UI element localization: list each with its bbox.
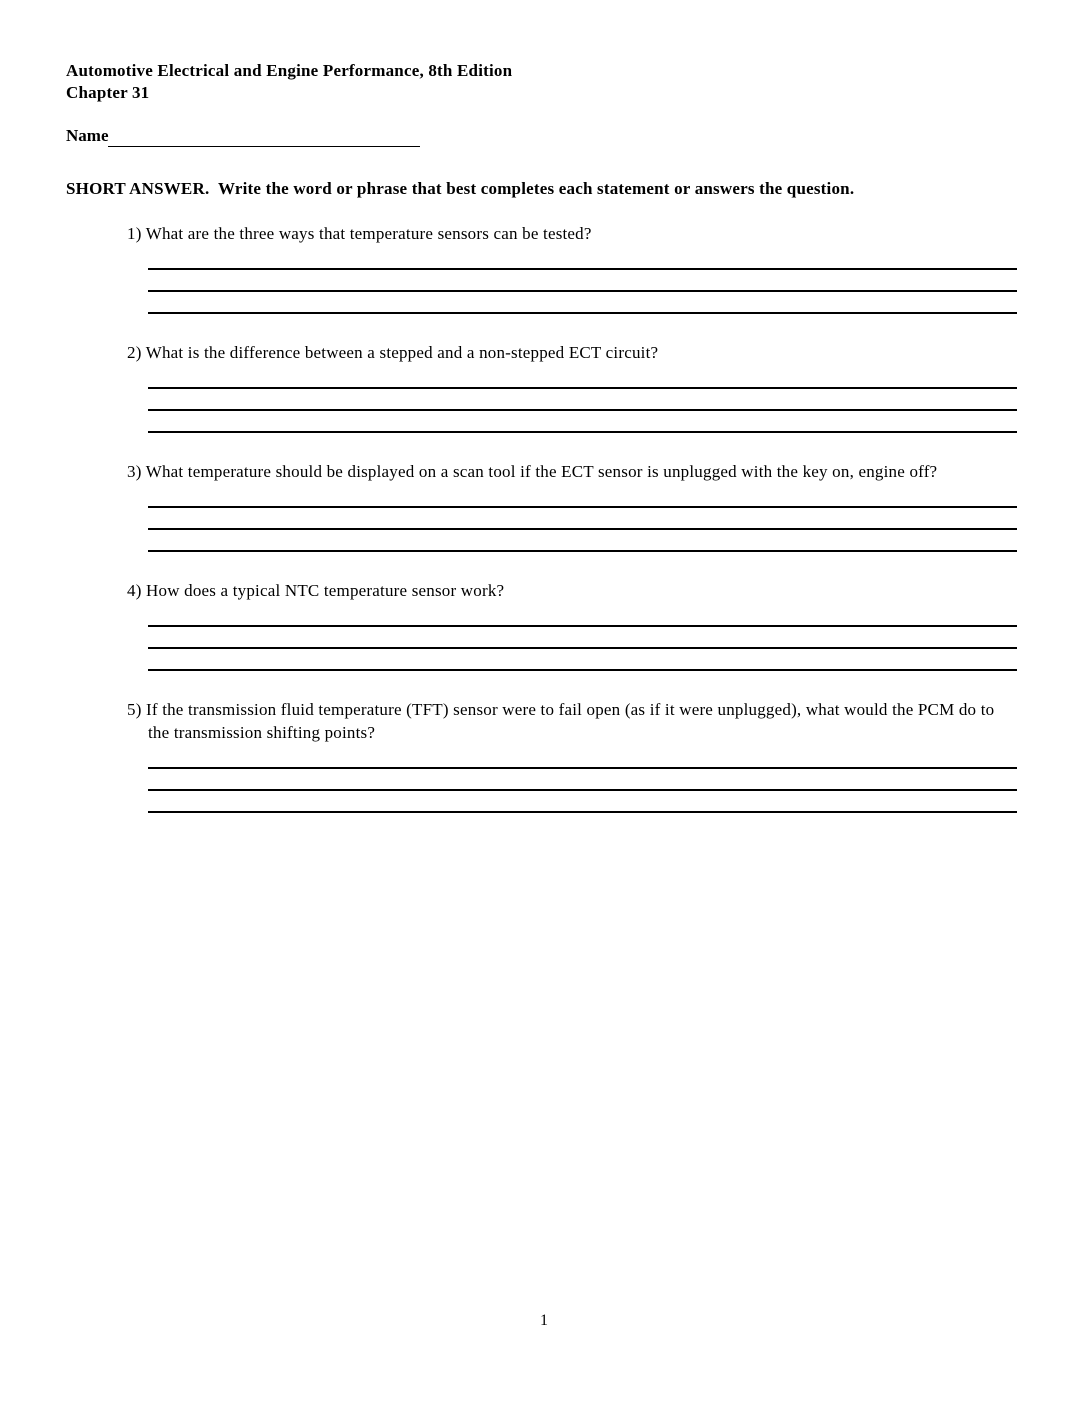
question-number: 3) (127, 462, 142, 481)
answer-line (148, 649, 1017, 671)
question-block (127, 579, 1017, 671)
question-number: 4) (127, 581, 142, 600)
question-text: What are the three ways that temperature sensors can be tested? (145, 224, 592, 243)
question-text: What temperature should be displayed on a scan tool if the ECT sensor is unplugged with the key on, engine off? (145, 462, 938, 481)
answer-line (148, 530, 1017, 552)
answer-line (148, 411, 1017, 433)
question-block (127, 341, 1017, 433)
question-text: If the transmission fluid temperature (TFT) sensor were to fail open (as if it were unplugged), what would the PCM do to the transmission shifting points? (146, 700, 995, 742)
question-number: 2) (127, 343, 142, 362)
answer-lines (148, 605, 1017, 671)
question-block (127, 698, 1017, 813)
answer-line (148, 747, 1017, 769)
answer-line (148, 248, 1017, 270)
answer-line (148, 508, 1017, 530)
answer-line (148, 389, 1017, 411)
question (127, 341, 1017, 364)
answer-line (148, 627, 1017, 649)
header-title: Automotive Electrical and Engine Performance, 8th Edition (66, 61, 513, 80)
question-text: How does a typical NTC temperature sensor work? (146, 581, 505, 600)
question (127, 698, 1017, 744)
answer-line (148, 769, 1017, 791)
question (127, 222, 1017, 245)
question-block (127, 222, 1017, 314)
answer-lines (148, 747, 1017, 813)
answer-lines (148, 367, 1017, 433)
name-blank-underline (108, 127, 420, 147)
answer-line (148, 486, 1017, 508)
document-header (66, 60, 1018, 104)
question-block (127, 460, 1017, 552)
name-row (66, 124, 1018, 147)
header-chapter: Chapter 31 (66, 83, 150, 102)
question-text: What is the difference between a stepped and a non-stepped ECT circuit? (145, 343, 659, 362)
name-label: Name (66, 126, 109, 145)
answer-lines (148, 486, 1017, 552)
answer-line (148, 367, 1017, 389)
answer-line (148, 605, 1017, 627)
answer-line (148, 270, 1017, 292)
questions (127, 222, 1017, 813)
section-heading: SHORT ANSWER. Write the word or phrase that best completes each statement or answers the question. (66, 179, 855, 198)
question (127, 460, 1017, 483)
page-number: 1 (540, 1312, 548, 1329)
question-number: 1) (127, 224, 142, 243)
question (127, 579, 1017, 602)
answer-line (148, 292, 1017, 314)
answer-lines (148, 248, 1017, 314)
question-number: 5) (127, 700, 142, 719)
answer-line (148, 791, 1017, 813)
